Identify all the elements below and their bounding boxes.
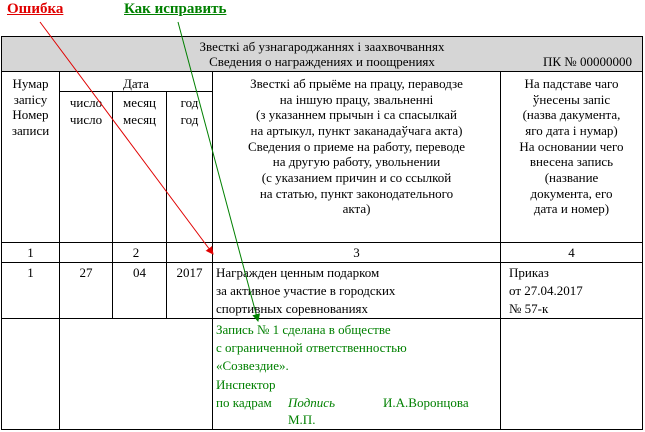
- title-ru: Сведения о награждениях и поощрениях: [209, 54, 435, 69]
- row-text-1: Награжден ценным подарком: [216, 265, 380, 280]
- award-records-table: Звесткі аб узнагароджаннях і заахвочваннях Сведения о награждениях и поощрениях ПК № 00000000 Нумар запісу Номер записи Дата число число месяц месяц год год Звесткі аб прыёме на працу, пераводзе на іншую працу, звальненні (з указаннем прычын і са спасылкай на артыкул, пункт заканадаўчага акта) Сведения о приеме на работу, переводе на другую работу, увольнении (с указанием причин и со ссылкой на статью, пункт законодательного акта) На падставе чаго ўнесены запіс (назва дакумента, яго дата і нумар) На основании чего внесена запись (название документа, его дата и номер) 1 2 3 4 1 27 04 2017 Награжден ценным подарком за активное участие в городских спортивных соревнованиях Приказ от 27.04.2017 № 57-к Запись № 1 сделана в обществе с ограниченной ответственностью «Созвездие». Инспектор по кадрам Подпись И.А.Воронцова М.П.: [1, 36, 643, 430]
- fix-arrow: [178, 22, 258, 321]
- error-label: Ошибка: [7, 1, 64, 17]
- row-year: 2017: [176, 265, 203, 280]
- row-month: 04: [133, 265, 146, 280]
- stamp-placeholder: М.П.: [288, 412, 316, 427]
- row-basis-3: № 57-к: [509, 301, 549, 316]
- date-header: Дата: [123, 76, 149, 91]
- title-by: Звесткі аб узнагароджаннях і заахвочваннях: [199, 39, 445, 54]
- pk-number: ПК № 00000000: [543, 54, 632, 69]
- inspector-name: И.А.Воронцова: [383, 395, 469, 410]
- signature-placeholder: Подпись: [288, 395, 335, 410]
- row-text-3: спортивных соревнованиях: [216, 301, 369, 316]
- row-basis-2: от 27.04.2017: [509, 283, 583, 298]
- row-day: 27: [79, 265, 93, 280]
- row-num: 1: [27, 265, 34, 280]
- row-text-2: за активное участие в городских: [216, 283, 396, 298]
- row-basis-1: Приказ: [509, 265, 549, 280]
- fix-label: Как исправить: [124, 1, 227, 17]
